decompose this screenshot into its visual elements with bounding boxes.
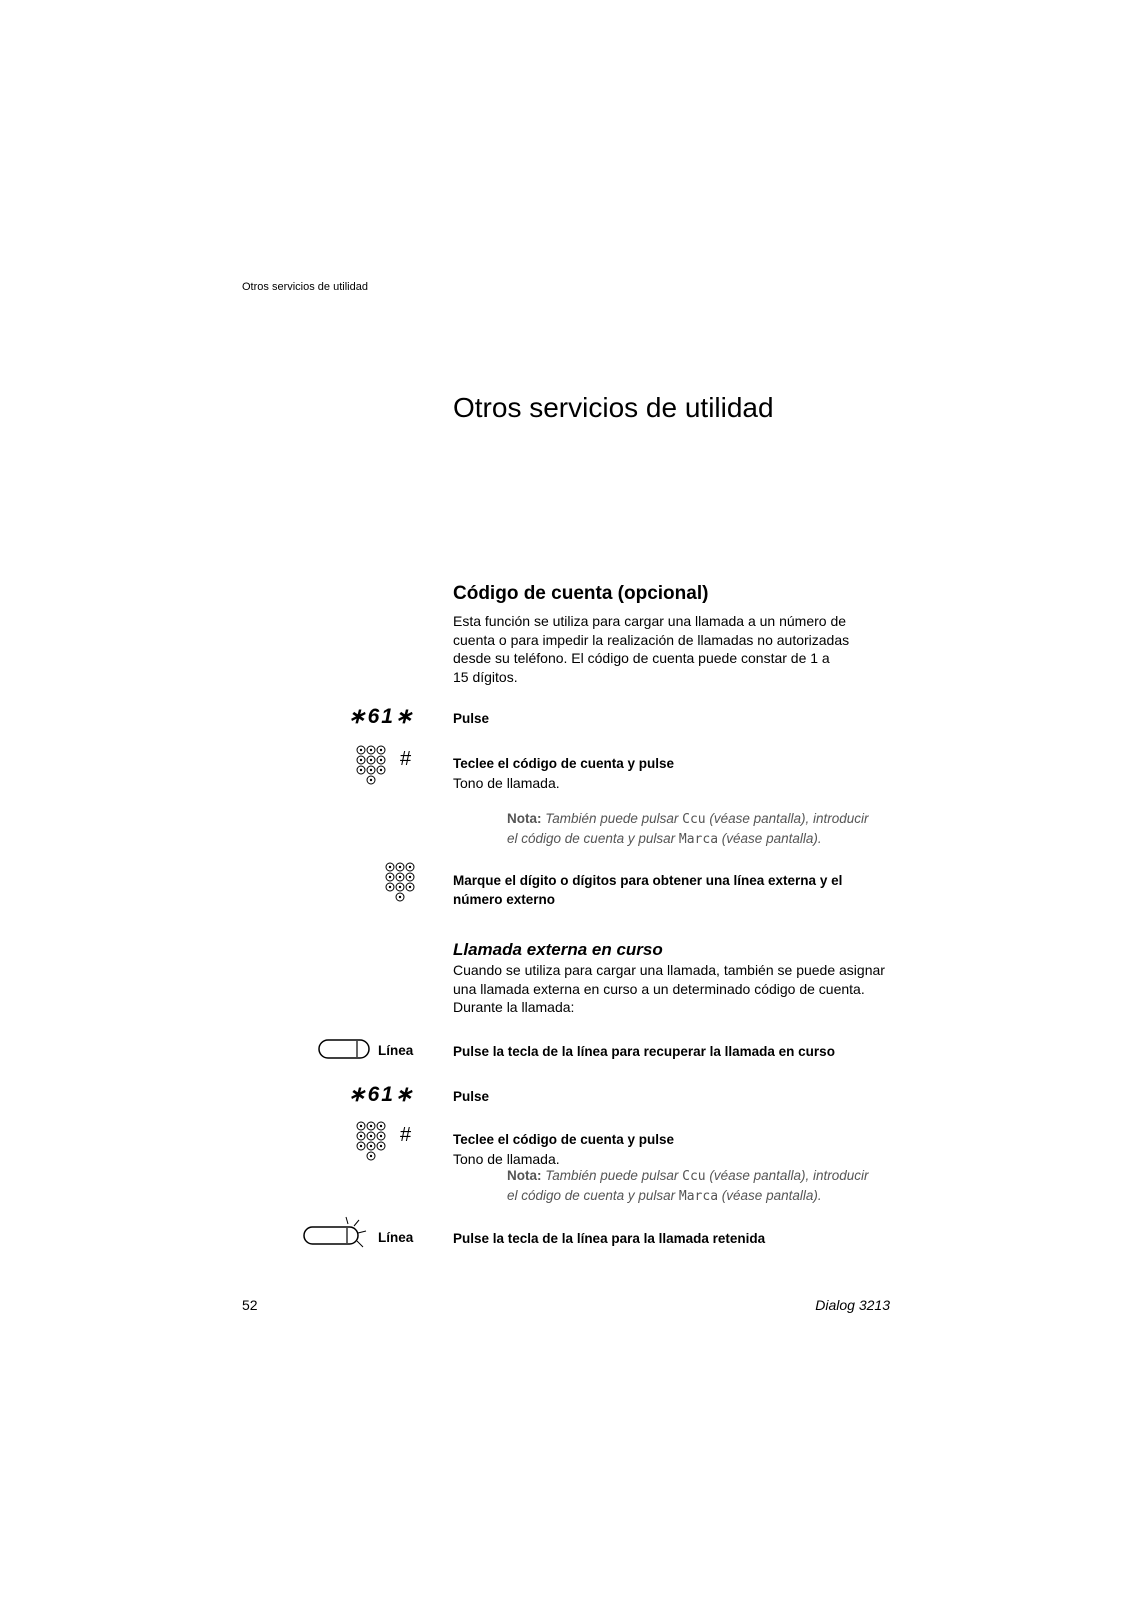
- keypad-key-dot: [370, 1125, 372, 1127]
- note-text: el código de cuenta y pulsar: [507, 830, 676, 846]
- keypad-icon: [356, 745, 386, 787]
- intro-line: cuenta o para impedir la realización de llamadas no autorizadas: [453, 631, 850, 648]
- keypad-key-dot: [409, 886, 411, 888]
- keypad-key-dot: [370, 1135, 372, 1137]
- intro-line: 15 dígitos.: [453, 668, 518, 685]
- instruction-enter-code: [453, 755, 893, 792]
- note-text: (véase pantalla), introducir: [709, 811, 869, 826]
- keypad-key-dot: [409, 876, 411, 878]
- softkey-ccu: Ccu: [682, 812, 706, 827]
- keypad-key-dot: [360, 759, 362, 761]
- note-text: (véase pantalla), introducir: [709, 1168, 869, 1183]
- note-text: el código de cuenta y pulsar: [507, 1187, 676, 1203]
- flashing-line-key-icon: [303, 1216, 369, 1250]
- keypad-key-dot: [370, 1155, 372, 1157]
- keypad-key-dot: [370, 759, 372, 761]
- keypad-key-dot: [380, 1145, 382, 1147]
- keypad-key-dot: [389, 876, 391, 878]
- section-intro: [453, 961, 893, 1017]
- note-text: (véase pantalla).: [721, 1187, 822, 1203]
- note-label: Nota:: [507, 811, 542, 826]
- feature-code: ∗61∗: [348, 1083, 415, 1106]
- softkey-ccu: Ccu: [682, 1169, 706, 1184]
- note-text: También puede pulsar: [545, 1168, 679, 1183]
- section-intro: [453, 612, 873, 686]
- keypad-key-dot: [360, 769, 362, 771]
- instruction-press: Pulse: [453, 1089, 490, 1104]
- instruction-enter-code: [453, 1131, 893, 1168]
- keypad-key-dot: [399, 886, 401, 888]
- keypad-icon: [385, 862, 415, 904]
- note: [507, 810, 887, 849]
- section-heading-external-call: Llamada externa en curso: [453, 940, 663, 959]
- keypad-key-dot: [389, 866, 391, 868]
- softkey-marca: Marca: [678, 1188, 719, 1204]
- instruction-line: número externo: [453, 891, 556, 907]
- instruction-dial-external: [453, 872, 893, 909]
- note: [507, 1167, 887, 1206]
- keypad-key-dot: [360, 1145, 362, 1147]
- section-heading-account-code: Código de cuenta (opcional): [453, 583, 709, 604]
- keypad-key-dot: [399, 876, 401, 878]
- keypad-key-dot: [409, 866, 411, 868]
- intro-line: una llamada externa en curso a un determinado código de cuenta.: [453, 980, 865, 997]
- note-label: Nota:: [507, 1168, 542, 1183]
- keypad-key-dot: [370, 749, 372, 751]
- note-text: (véase pantalla).: [721, 830, 822, 846]
- keypad-key-dot: [399, 896, 401, 898]
- intro-line: Durante la llamada:: [453, 999, 575, 1015]
- softkey-marca: Marca: [678, 831, 719, 847]
- page-title: Otros servicios de utilidad: [453, 392, 774, 423]
- feature-code: ∗61∗: [348, 705, 415, 728]
- instruction-text: Teclee el código de cuenta y pulse: [453, 756, 675, 771]
- hash-key: #: [400, 1124, 412, 1146]
- keypad-key-dot: [360, 1135, 362, 1137]
- instruction-line: Marque el dígito o dígitos para obtener una línea externa y el: [453, 873, 843, 888]
- line-key-icon: [318, 1039, 370, 1061]
- keypad-key-dot: [360, 749, 362, 751]
- keypad-icon: [356, 1121, 386, 1163]
- keypad-key-dot: [370, 769, 372, 771]
- line-key-label: Línea: [378, 1230, 414, 1245]
- instruction-text: Teclee el código de cuenta y pulse: [453, 1132, 675, 1147]
- page-number: 52: [242, 1297, 258, 1313]
- keypad-key-dot: [399, 866, 401, 868]
- instruction-press-line-key: Pulse la tecla de la línea para recuperar la llamada en curso: [453, 1044, 835, 1059]
- instruction-press: Pulse: [453, 711, 490, 726]
- keypad-key-dot: [380, 759, 382, 761]
- product-name: Dialog 3213: [815, 1297, 890, 1313]
- intro-line: Esta función se utiliza para cargar una llamada a un número de: [453, 613, 847, 629]
- line-key-label: Línea: [378, 1043, 414, 1058]
- keypad-key-dot: [380, 1135, 382, 1137]
- keypad-key-dot: [370, 779, 372, 781]
- keypad-key-dot: [370, 1145, 372, 1147]
- hash-key: #: [400, 748, 412, 770]
- running-header: Otros servicios de utilidad: [242, 281, 368, 293]
- intro-line: desde su teléfono. El código de cuenta puede constar de 1 a: [453, 650, 830, 666]
- keypad-key-dot: [380, 769, 382, 771]
- keypad-key-dot: [360, 1125, 362, 1127]
- keypad-key-dot: [380, 1125, 382, 1127]
- dial-tone-text: Tono de llamada.: [453, 774, 560, 791]
- intro-line: Cuando se utiliza para cargar una llamada, también se puede asignar: [453, 962, 885, 978]
- dial-tone-text: Tono de llamada.: [453, 1150, 560, 1167]
- keypad-key-dot: [380, 749, 382, 751]
- note-text: También puede pulsar: [545, 811, 679, 826]
- keypad-key-dot: [389, 886, 391, 888]
- instruction-retrieve-held: Pulse la tecla de la línea para la llamada retenida: [453, 1231, 766, 1246]
